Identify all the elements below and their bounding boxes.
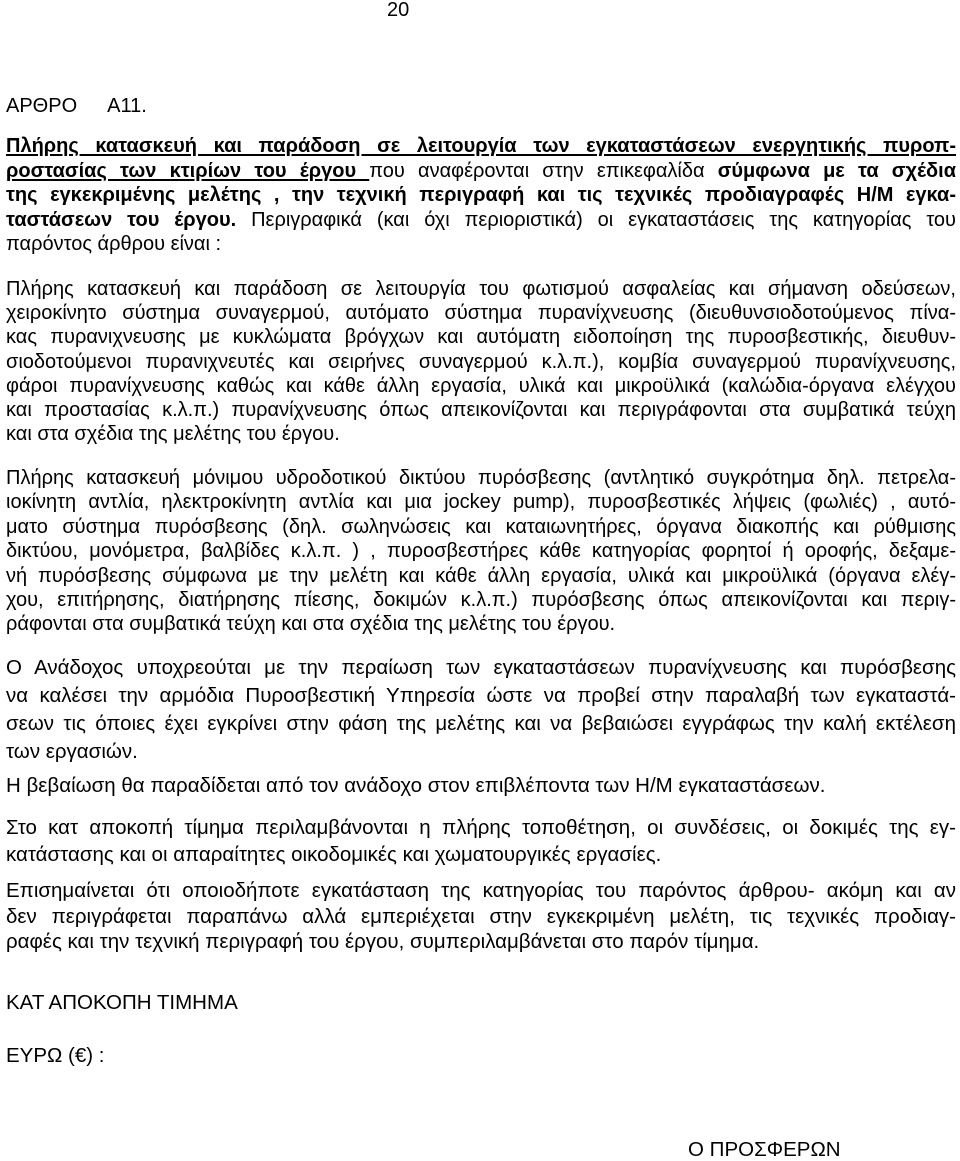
text-line: κας πυρανιχνευσης με κυκλώματα βρόγχων και αυτόματη ειδοποίηση της πυροσβεστικής, διευθυν- xyxy=(6,326,956,349)
text-line: να καλέσει την αρμόδια Πυροσβεστική Υπηρεσία ώστε να προβεί στην παραλαβή των εγκαταστά- xyxy=(6,684,956,707)
fire-service-approval-paragraph xyxy=(6,654,956,766)
fire-detection-paragraph xyxy=(6,277,956,446)
intro-line: Πλήρης κατασκευή και παράδοση σε λειτουργία των εγκαταστάσεων ενεργητικής πυροπ- xyxy=(6,135,956,157)
text-line: ιοκίνητη αντλία, ηλεκτροκίνητη αντλία και μια jockey pump), πυροσβεστικές λήψεις (φωλιές) , αυτό- xyxy=(6,491,956,514)
article-label: ΑΡΘΡΟ xyxy=(6,95,78,117)
intro-compliance-end: ταστάσεων του έργου. xyxy=(6,208,237,231)
text-line: και προστασίας κ.λ.π.) πυρανίχνευσης όπως απεικονίζονται και περιγράφονται στα συμβατικά τεύχη xyxy=(6,399,956,422)
text-line: σεων τις όποιες έχει εγκρίνει στην φάση της μελέτης και να βεβαιώσει εγγράφως την καλή εκτέλεση xyxy=(6,712,956,735)
text-line: δικτύου, μονόμετρα, βαλβίδες κ.λ.π. ) , πυροσβεστήρες κάθε κατηγορίας φορητοί ή οροφής, δεξαμε- xyxy=(6,540,956,563)
text-line: χου, επιτήρησης, διατήρησης πίεσης, δοκιμών κ.λ.π.) πυρόσβεσης όπως απεικονίζονται και περιγ- xyxy=(6,589,956,612)
fire-suppression-paragraph xyxy=(6,466,956,637)
text-line: δεν περιγράφεται παραπάνω αλλά εμπεριέχεται στην εγκεκριμένη μελέτη, τις τεχνικές προδιαγ- xyxy=(6,904,956,928)
text-line: των εργασιών. xyxy=(6,740,138,763)
text-line: και στα σχέδια της μελέτης του έργου. xyxy=(6,423,340,446)
text-line: Επισημαίνεται ότι οποιοδήποτε εγκατάσταση της κατηγορίας του παρόντος άρθρου- ακόμη και αν xyxy=(6,879,956,902)
text-line: Πλήρης κατασκευή μόνιμου υδροδοτικού δικτύου πυρόσβεσης (αντλητικό συγκρότημα δηλ. πετρελα- xyxy=(6,467,956,489)
lump-sum-price-heading: ΚΑΤ ΑΠΟΚΟΠΗ ΤΙΜΗΜΑ xyxy=(6,991,238,1014)
article-number: Α11. xyxy=(107,95,147,117)
text-line: κατάστασης και οι απαραίτητες οικοδομικές και χωματουργικές εργασίες. xyxy=(6,843,662,866)
article-heading xyxy=(6,94,956,118)
note-paragraph xyxy=(6,878,956,955)
text-line: νή πυρόσβεσης σύμφωνα με την μελέτη και κάθε άλλη εργασία, υλικά και μικροϋλικά (όργανα ελέγ- xyxy=(6,564,956,587)
intro-description-start: Περιγραφικά (και όχι περιοριστικά) οι εγκαταστάσεις της κατηγορίας του xyxy=(236,208,956,231)
text-line: χειροκίνητο σύστημα συναγερμού, αυτόματο σύστημα πυρανίχνευσης (διευθυνσιοδοτούμενος πίνα- xyxy=(6,302,956,325)
text-line: ράφονται στα συμβατικά τεύχη και στα σχέδια της μελέτης του έργου. xyxy=(6,613,616,636)
text-line: Πλήρης κατασκευή και παράδοση σε λειτουργία του φωτισμού ασφαλείας και σήμανση οδεύσεων, xyxy=(6,278,956,300)
certificate-paragraph xyxy=(6,772,956,800)
intro-line xyxy=(6,208,956,233)
intro-title-end: ροστασίας των κτιρίων του έργου xyxy=(6,159,370,182)
text-line: Η βεβαίωση θα παραδίδεται από τον ανάδοχο στον επιβλέποντα των Η/Μ εγκαταστάσεων. xyxy=(6,774,826,797)
intro-line xyxy=(6,159,956,184)
intro-line: της εγκεκριμένης μελέτης , την τεχνική περιγραφή και τις τεχνικές προδιαγραφές Η/Μ εγκα- xyxy=(6,184,956,207)
intro-compliance-text: σύμφωνα με τα σχέδια xyxy=(717,159,956,182)
text-line: ματο σύστημα πυρόσβεσης (δηλ. σωληνώσεις και καταιωνητήρες, όργανα διακοπής και ρύθμισης xyxy=(6,515,956,538)
intro-paragraph xyxy=(6,134,956,257)
text-line: Στο κατ αποκοπή τίμημα περιλαμβάνονται η πλήρης τοποθέτηση, οι συνδέσεις, οι δοκιμές της εγ- xyxy=(6,816,956,839)
text-line: φάροι πυρανίχνευσης καθώς και κάθε άλλη εργασία, υλικά και μικροϋλικά (καλώδια-όργανα ελέγχου xyxy=(6,374,956,397)
intro-heading-reference: που αναφέρονται στην επικεφαλίδα xyxy=(369,159,718,182)
bidder-signature-label: Ο ΠΡΟΣΦΕΡΩΝ xyxy=(688,1138,841,1161)
euro-amount-label: ΕΥΡΩ (€) : xyxy=(6,1044,105,1067)
text-line: ραφές και την τεχνική περιγραφή του έργου, συμπεριλαμβάνεται στο παρόν τίμημα. xyxy=(6,930,760,953)
text-line: σιοδοτούμενοι πυρανιχνευτές και σειρήνες συναγερμού κ.λ.π.), κομβία συναγερμού πυρανίχνευσης, xyxy=(6,350,956,373)
intro-line: παρόντος άρθρου είναι : xyxy=(6,233,222,256)
lump-sum-scope-paragraph xyxy=(6,814,956,868)
page-number: 20 xyxy=(387,0,410,21)
text-line: Ο Ανάδοχος υποχρεούται με την περαίωση των εγκαταστάσεων πυρανίχνευσης και πυρόσβεσης xyxy=(6,656,956,679)
